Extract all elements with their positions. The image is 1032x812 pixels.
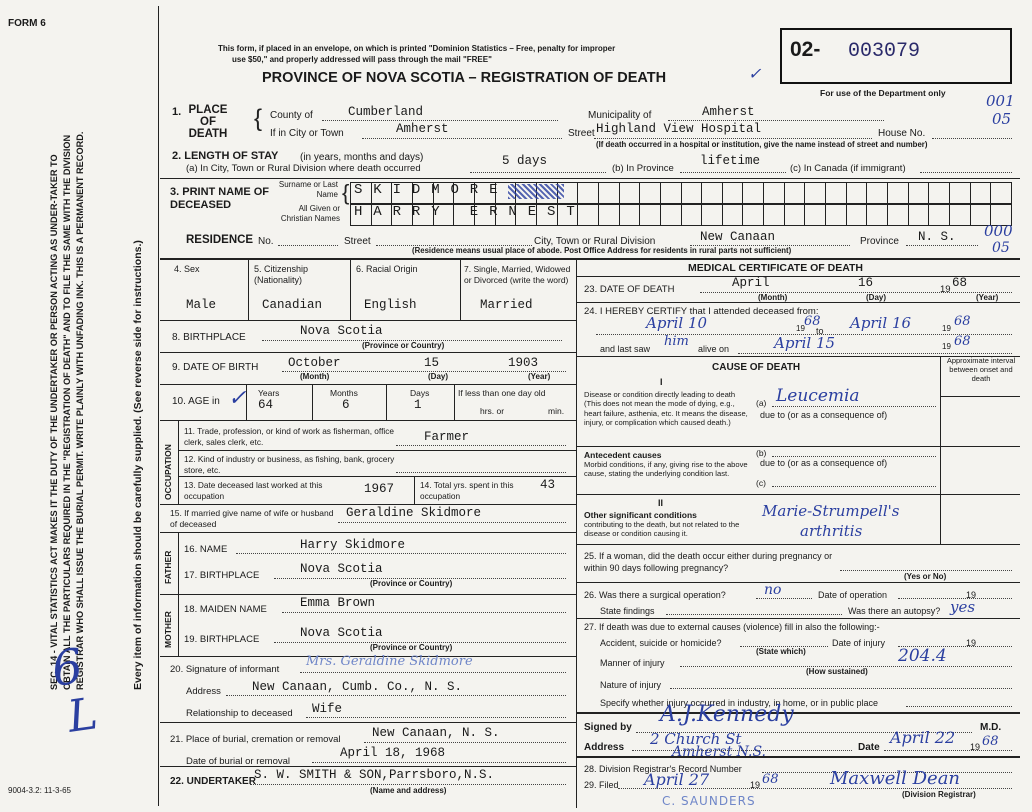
specify-line xyxy=(906,706,1012,707)
to-year-prefix: 19 xyxy=(942,324,951,333)
direct-cause-label: Disease or condition directly leading to death (This does not mean the mode of dying, e.g., heart failure, asthenia, etc. It means the disease, injury, or complication which caused death.) xyxy=(584,390,748,428)
signed-year-prefix: 19 xyxy=(970,742,981,752)
rule-4 xyxy=(160,320,576,321)
pregnancy-line xyxy=(840,570,1012,571)
residence-code-2: 05 xyxy=(992,240,1010,256)
informant-address: New Canaan, Cumb. Co., N. S. xyxy=(252,680,463,694)
dob-month: October xyxy=(288,356,341,370)
undertaker-line xyxy=(250,784,566,785)
injury-date-label: Date of injury xyxy=(832,638,886,648)
occupation-side-label: OCCUPATION xyxy=(163,444,173,500)
age-divider-3 xyxy=(386,384,387,420)
burial-date-label: Date of burial or removal xyxy=(186,756,291,767)
surname-value: SKIDMORE xyxy=(354,182,509,198)
filed-label: 29. Filed xyxy=(584,780,619,790)
given-value: HARRY ERNEST xyxy=(354,204,586,220)
given-label: All Given or Christian Names xyxy=(280,204,340,223)
dob-month-sub: (Month) xyxy=(300,372,330,381)
stay-b-line xyxy=(680,172,786,173)
occupation-q13: 13. Date deceased last worked at this occupation xyxy=(184,480,323,501)
surgery-line xyxy=(756,598,812,599)
date-label: Date xyxy=(858,742,880,753)
md-label: M.D. xyxy=(980,722,1002,733)
city-label: If in City or Town xyxy=(270,128,344,139)
racial-label: 6. Racial Origin xyxy=(356,264,418,274)
rule-10 xyxy=(160,420,576,421)
age-lessday-label: If less than one day old xyxy=(458,388,546,398)
house-line xyxy=(932,138,1012,139)
informant-rel-line xyxy=(306,717,566,718)
signed-year: 68 xyxy=(982,734,999,749)
address-label: Address xyxy=(584,742,625,753)
department-code-1: 001 xyxy=(986,92,1015,110)
col-4-divider xyxy=(248,258,249,320)
death-year-prefix: 19 xyxy=(940,284,951,295)
external-cause-question: 27. If death was due to external causes (violence) fill in also the following:- xyxy=(584,622,880,632)
spouse-label: 15. If married give name of wife or husband of deceased xyxy=(170,508,334,529)
informant-rel-label: Relationship to deceased xyxy=(186,708,293,719)
margin-initials: 6 xyxy=(48,638,87,698)
cause-a-label: (a) xyxy=(756,398,767,408)
marital-value: Married xyxy=(480,298,533,312)
department-code-2: 05 xyxy=(992,110,1012,128)
mother-name-label: 18. MAIDEN NAME xyxy=(184,604,267,615)
alive-year-prefix: 19 xyxy=(942,342,951,351)
cause-c-line xyxy=(772,486,936,487)
rule-11 xyxy=(178,450,576,451)
informant-signature: Mrs. Geraldine Skidmore xyxy=(306,654,473,669)
registration-prefix: 02- xyxy=(790,38,821,61)
autopsy-label: Was there an autopsy? xyxy=(848,606,941,616)
due-to-2: due to (or as a consequence of) xyxy=(760,458,888,468)
autopsy-answer: yes xyxy=(950,598,976,616)
mother-name: Emma Brown xyxy=(300,596,376,610)
instructions-text: Every item of information should be carefully supplied. (See reverse side for instructions.) xyxy=(132,240,144,690)
sex-label: 4. Sex xyxy=(174,264,200,274)
rule-21 xyxy=(160,766,576,767)
father-side-label: FATHER xyxy=(163,550,173,584)
age-months: 6 xyxy=(342,398,350,412)
father-bp: Nova Scotia xyxy=(300,562,383,576)
manner-code: 204.4 xyxy=(898,646,947,666)
other-value-1: Marie-Strumpell's xyxy=(762,502,900,520)
street-value: Highland View Hospital xyxy=(596,122,762,136)
municipality-label: Municipality of xyxy=(588,110,652,121)
age-divider-2 xyxy=(312,384,313,420)
death-date-line xyxy=(700,292,1012,293)
notice-line-1: This form, if placed in an envelope, on which is printed "Dominion Statistics – Free, penalty for improper xyxy=(218,44,616,53)
residence-no-label: No. xyxy=(258,236,274,247)
undertaker-sub: (Name and address) xyxy=(370,786,447,795)
mother-side-divider xyxy=(178,594,179,656)
roman-two: II xyxy=(658,498,664,508)
rule-23 xyxy=(576,302,1020,303)
rule-12 xyxy=(178,476,576,477)
nature-label: Nature of injury xyxy=(600,680,662,690)
rule-father xyxy=(160,594,576,595)
death-day-sub: (Day) xyxy=(866,293,887,302)
place-note: (If death occurred in a hospital or institution, give the name instead of street and number) xyxy=(596,140,928,149)
mother-name-line xyxy=(282,612,566,613)
undertaker-label: 22. UNDERTAKER xyxy=(170,776,256,787)
form-number: FORM 6 xyxy=(8,18,46,29)
cause-a-value: Leucemia xyxy=(776,386,860,406)
death-day: 16 xyxy=(858,276,874,290)
street-label: Street xyxy=(568,128,595,139)
rule-26 xyxy=(576,618,1020,619)
informant-relationship: Wife xyxy=(312,702,343,716)
city-value: Amherst xyxy=(396,122,449,136)
occupation-q13-value: 1967 xyxy=(364,482,395,496)
rule-25 xyxy=(576,582,1020,583)
alive-date: April 15 xyxy=(774,334,836,352)
filed-year: 68 xyxy=(762,772,779,787)
attended-to-year: 68 xyxy=(954,314,971,329)
statute-text: SEC. 14 - VITAL STATISTICS ACT MAKES IT THE DUTY OF THE UNDERTAKER OR PERSON ACTING AS UNDER-TAKER TO OBTAIN ALL THE PARTICULARS REQUIRED IN THE "REGISTRATION OF DEATH" AND TO FILE THE SAME WITH THE DIVISION REGISTRAR WHO SHALL ISSUE THE BURIAL PERMIT. WRITE PLAINLY WITH UNFADING INK. THIS IS A PERMANENT RECORD. xyxy=(49,131,85,690)
dob-day-sub: (Day) xyxy=(428,372,449,381)
margin-initials-2: L xyxy=(64,688,101,743)
saw-label: and last saw xyxy=(600,344,651,354)
father-side-divider xyxy=(178,532,179,594)
sidebar-border xyxy=(158,6,159,806)
rule-8 xyxy=(160,352,576,353)
interval-label: Approximate interval between onset and death xyxy=(946,356,1016,383)
dob-label: 9. DATE OF BIRTH xyxy=(172,362,259,373)
birthplace-label: 8. BIRTHPLACE xyxy=(172,332,246,343)
registrar-signature: Maxwell Dean xyxy=(830,768,961,789)
alive-year: 68 xyxy=(954,334,971,349)
informant-addr-line xyxy=(226,695,566,696)
occupation-q11-value: Farmer xyxy=(424,430,470,444)
findings-line xyxy=(666,614,842,615)
age-days-label: Days xyxy=(410,388,430,398)
signed-date-line xyxy=(884,750,1012,751)
other-label: Other significant conditions xyxy=(584,510,697,520)
spouse-value: Geraldine Skidmore xyxy=(346,506,482,520)
mother-bp-sub: (Province or Country) xyxy=(370,643,453,652)
stay-a-label: (a) In City, Town or Rural Division where death occurred xyxy=(186,163,421,174)
age-months-label: Months xyxy=(330,388,358,398)
stay-label: 2. LENGTH OF STAY xyxy=(172,150,279,162)
notice-line-2: use $50," and properly addressed will pass through the mail "FREE" xyxy=(232,55,492,64)
death-year: 68 xyxy=(952,276,968,290)
specify-label: Specify whether injury occurred in industry, in home, or in public place xyxy=(600,698,878,708)
burial-place: New Canaan, N. S. xyxy=(372,726,500,740)
residence-province-line xyxy=(906,245,978,246)
surname-scribble xyxy=(508,184,564,199)
filed-date: April 27 xyxy=(644,770,710,789)
age-check-icon: ✓ xyxy=(228,386,247,411)
residence-province-value: N. S. xyxy=(918,230,956,244)
informant-sig-line xyxy=(300,672,566,673)
age-years: 64 xyxy=(258,398,274,412)
attended-from: April 10 xyxy=(646,314,708,332)
operation-year-prefix: 19 xyxy=(966,590,977,600)
department-use: For use of the Department only xyxy=(820,88,946,98)
rule-9 xyxy=(160,384,576,385)
age-divider-1 xyxy=(246,384,247,420)
father-name: Harry Skidmore xyxy=(300,538,406,552)
accident-label: Accident, suicide or homicide? xyxy=(600,638,722,648)
stay-b-label: (b) In Province xyxy=(612,163,674,174)
rule-14 xyxy=(160,504,576,505)
to-label: to xyxy=(816,326,824,336)
injury-year-prefix: 19 xyxy=(966,638,977,648)
informant-sig-label: 20. Signature of informant xyxy=(170,664,280,675)
birthplace-value: Nova Scotia xyxy=(300,324,383,338)
birthplace-sub: (Province or Country) xyxy=(362,341,445,350)
municipality-line xyxy=(668,120,884,121)
medical-title: MEDICAL CERTIFICATE OF DEATH xyxy=(688,262,863,274)
antecedent-sub: Morbid conditions, if any, giving rise to the above cause, stating the underlying condition last. xyxy=(584,460,748,479)
occupation-q13-divider xyxy=(414,476,415,504)
attended-from-year: 68 xyxy=(804,314,821,329)
filed-line xyxy=(618,788,1012,789)
mother-side-label: MOTHER xyxy=(163,611,173,648)
surname-label: Surname or Last Name xyxy=(278,180,338,199)
age-hrs-label: hrs. or xyxy=(480,406,505,416)
signed-date: April 22 xyxy=(890,728,956,747)
rule-27 xyxy=(576,712,1020,714)
alive-line xyxy=(738,353,1012,354)
col-5-divider xyxy=(350,258,351,320)
county-label: County of xyxy=(270,110,313,121)
father-name-line xyxy=(236,553,566,554)
racial-value: English xyxy=(364,298,417,312)
how-sustained-sub: (How sustained) xyxy=(806,667,868,676)
informant-addr-label: Address xyxy=(186,686,221,697)
death-year-sub: (Year) xyxy=(976,293,999,302)
cause-c-label: (c) xyxy=(756,478,766,488)
name-label: 3. PRINT NAME OF DECEASED xyxy=(170,186,270,211)
nature-line xyxy=(670,688,1012,689)
stay-a-line xyxy=(470,172,606,173)
interval-divider xyxy=(940,356,941,544)
physician-address-1: 2 Church St xyxy=(650,730,742,748)
cause-title: CAUSE OF DEATH xyxy=(712,362,801,373)
alive-label: alive on xyxy=(698,344,730,354)
surgery-question: 26. Was there a surgical operation? xyxy=(584,590,726,600)
occupation-q12-line xyxy=(396,472,566,473)
city-line xyxy=(362,138,562,139)
burial-date: April 18, 1968 xyxy=(340,746,446,760)
place-label: PLACE OF DEATH xyxy=(188,104,228,140)
rule-name-top xyxy=(160,178,1020,179)
occupation-q11-line xyxy=(396,445,566,446)
street-line xyxy=(594,138,872,139)
cause-a-line xyxy=(772,406,936,407)
dob-year-sub: (Year) xyxy=(528,372,551,381)
burial-place-line xyxy=(364,742,566,743)
municipality-value: Amherst xyxy=(702,105,755,119)
burial-place-label: 21. Place of burial, cremation or removal xyxy=(170,734,341,745)
signed-label: Signed by xyxy=(584,722,632,733)
stay-b-value: lifetime xyxy=(700,154,761,168)
stay-a-value: 5 days xyxy=(502,154,548,168)
age-days: 1 xyxy=(414,398,422,412)
death-month: April xyxy=(732,276,770,290)
dob-day: 15 xyxy=(424,356,440,370)
burial-date-line xyxy=(312,762,566,763)
other-value-2: arthritis xyxy=(800,522,863,540)
record-number-label: 28. Division Registrar's Record Number xyxy=(584,764,742,774)
saw-word: him xyxy=(664,334,689,349)
rule-antecedent xyxy=(576,494,1020,495)
check-mark-icon: ✓ xyxy=(748,64,762,83)
sex-value: Male xyxy=(186,298,217,312)
citizenship-label: 5. Citizenship (Nationality) xyxy=(254,264,309,285)
residence-note: (Residence means usual place of abode. Post Office Address for residents in rural parts not sufficient) xyxy=(412,246,792,255)
place-label-no: 1. xyxy=(172,106,182,118)
residence-label: RESIDENCE xyxy=(186,234,254,246)
house-label: House No. xyxy=(878,128,926,139)
filed-year-prefix: 19 xyxy=(750,780,761,790)
rule-other xyxy=(576,544,1020,545)
roman-one: I xyxy=(660,377,663,387)
occupation-q14: 14. Total yrs. spent in this occupation xyxy=(420,480,514,501)
stay-sub: (in years, months and days) xyxy=(300,152,424,163)
other-sub: contributing to the death, but not related to the disease or condition causing it. xyxy=(584,520,740,539)
death-date-label: 23. DATE OF DEATH xyxy=(584,284,675,295)
column-divider xyxy=(576,258,577,808)
interval-line-1 xyxy=(940,396,1020,397)
rule-signature xyxy=(576,756,1020,758)
father-bp-label: 17. BIRTHPLACE xyxy=(184,570,260,581)
place-brace: { xyxy=(254,105,263,132)
death-month-sub: (Month) xyxy=(758,293,788,302)
age-years-label: Years xyxy=(258,388,280,398)
age-divider-4 xyxy=(454,384,455,420)
rule-20 xyxy=(160,722,576,723)
state-which-sub: (State which) xyxy=(756,647,806,656)
county-line xyxy=(322,120,558,121)
attended-to: April 16 xyxy=(850,314,912,332)
name-brace: { xyxy=(342,180,350,205)
occupation-side-divider xyxy=(178,420,179,504)
occupation-q12: 12. Kind of industry or business, as fishing, bank, grocery store, etc. xyxy=(184,454,395,475)
rule-15 xyxy=(160,532,576,533)
print-code: 9004-3.2: 11-3-65 xyxy=(8,786,72,795)
father-bp-sub: (Province or Country) xyxy=(370,579,453,588)
registration-number: 003079 xyxy=(848,40,921,63)
residence-no-line xyxy=(278,245,338,246)
mother-bp-label: 19. BIRTHPLACE xyxy=(184,634,260,645)
dob-year: 1903 xyxy=(508,356,539,370)
father-name-label: 16. NAME xyxy=(184,544,228,555)
address-line xyxy=(632,750,852,751)
residence-city-label: City, Town or Rural Division xyxy=(534,236,656,247)
registrar-sub: (Division Registrar) xyxy=(902,790,976,799)
occupation-q11: 11. Trade, profession, or kind of work as fisherman, office clerk, sales clerk, etc. xyxy=(184,426,394,447)
residence-city-value: New Canaan xyxy=(700,230,776,244)
surgery-answer: no xyxy=(764,582,782,598)
rule-direct xyxy=(576,446,1020,447)
manner-label: Manner of injury xyxy=(600,658,665,668)
physician-signature: A.J.Kennedy xyxy=(660,702,794,727)
marital-label: 7. Single, Married, Widowed or Divorced (write the word) xyxy=(464,264,571,285)
rule-main-top xyxy=(160,258,1020,260)
cause-b-line xyxy=(772,456,936,457)
residence-street-label: Street xyxy=(344,236,371,247)
from-year-prefix: 19 xyxy=(796,324,805,333)
county-value: Cumberland xyxy=(348,105,424,119)
certify-label: 24. I HEREBY CERTIFY that I attended deceased from: xyxy=(584,306,819,317)
findings-label: State findings xyxy=(600,606,655,616)
age-min-label: min. xyxy=(548,406,565,416)
residence-province-label: Province xyxy=(860,236,899,247)
antecedent-label: Antecedent causes xyxy=(584,450,662,460)
pregnancy-sub: (Yes or No) xyxy=(904,572,947,581)
col-6-divider xyxy=(460,258,461,320)
registrar-stamp: C. SAUNDERS xyxy=(662,794,756,808)
due-to-1: due to (or as a consequence of) xyxy=(760,410,888,420)
operation-date-label: Date of operation xyxy=(818,590,888,600)
stay-c-line xyxy=(920,172,1012,173)
age-label: 10. AGE in xyxy=(172,396,220,407)
cause-b-label: (b) xyxy=(756,448,767,458)
stay-c-label: (c) In Canada (if immigrant) xyxy=(790,163,906,174)
spouse-line xyxy=(338,522,566,523)
pregnancy-question: 25. If a woman, did the death occur either during pregnancy or within 90 days following pregnancy? xyxy=(584,551,833,573)
mother-bp: Nova Scotia xyxy=(300,626,383,640)
residence-code-1: 000 xyxy=(984,222,1013,240)
citizenship-value: Canadian xyxy=(262,298,323,312)
occupation-q14-value: 43 xyxy=(540,478,556,492)
undertaker-value: S. W. SMITH & SON,Parrsboro,N.S. xyxy=(254,768,495,782)
form-title: PROVINCE OF NOVA SCOTIA – REGISTRATION OF DEATH xyxy=(262,70,667,86)
physician-address-2: Amherst N.S. xyxy=(672,744,766,760)
